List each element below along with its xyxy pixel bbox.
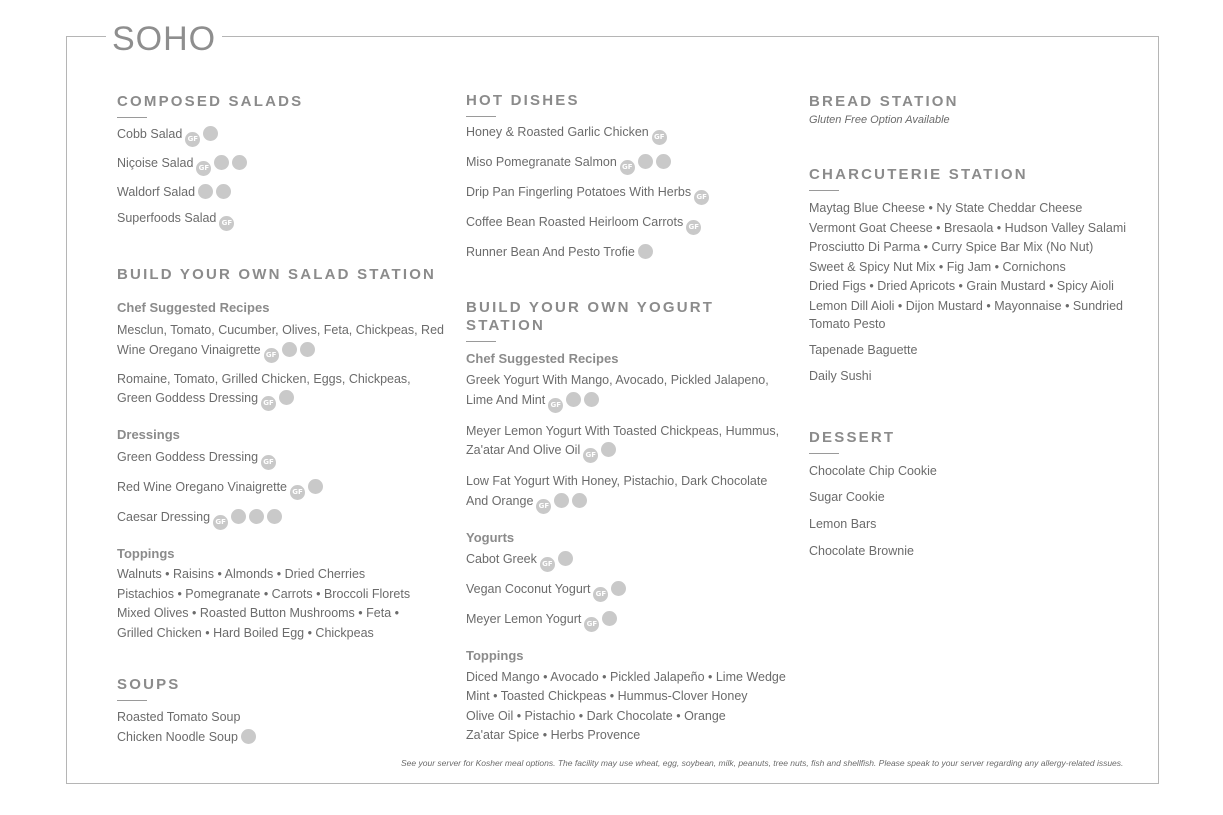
recipe-line: Za'atar And Olive Oil GF	[466, 441, 796, 463]
gluten-free-icon: GF	[686, 220, 701, 235]
dairy-icon	[602, 611, 617, 626]
gluten-free-icon: GF	[185, 132, 200, 147]
gluten-free-icon: GF	[583, 448, 598, 463]
toppings-line: Mint • Toasted Chickpeas • Hummus-Clover Honey	[466, 689, 748, 703]
menu-item: Cobb Salad GF	[117, 125, 447, 147]
allergen-badges	[649, 125, 667, 139]
menu-item: Caesar Dressing GF	[117, 508, 447, 530]
menu-item: Runner Bean And Pesto Trofie	[466, 243, 796, 262]
sub-heading: Yogurts	[466, 529, 515, 545]
recipe-line: Romaine, Tomato, Grilled Chicken, Eggs, Chickpeas,	[117, 371, 411, 386]
allergen-badges	[261, 343, 315, 357]
toppings-line: Walnuts • Raisins • Almonds • Dried Cherries	[117, 567, 366, 581]
vegan-icon	[638, 244, 653, 259]
charcuterie-line: Dried Figs • Dried Apricots • Grain Mustard • Spicy Aioli	[809, 279, 1114, 293]
gluten-free-icon: GF	[694, 190, 709, 205]
gluten-free-icon: GF	[196, 161, 211, 176]
menu-item: Roasted Tomato Soup	[117, 710, 241, 724]
byo-salad-section	[117, 266, 447, 643]
menu-item: Green Goddess Dressing GF	[117, 448, 447, 470]
menu-item: Meyer Lemon Yogurt GF	[466, 610, 796, 632]
allergen-badges	[590, 582, 626, 596]
sub-heading: Chef Suggested Recipes	[117, 300, 270, 315]
charcuterie-line: Prosciutto Di Parma • Curry Spice Bar Mix (No Nut)	[809, 240, 1094, 254]
allergen-badges	[691, 185, 709, 199]
charcuterie-line: Vermont Goat Cheese • Bresaola • Hudson Valley Salami	[809, 220, 1127, 235]
menu-item: Superfoods Salad GF	[117, 209, 447, 231]
fish-icon	[232, 155, 247, 170]
section-title: SOUPS	[117, 676, 181, 693]
toppings-line: Pistachios • Pomegranate • Carrots • Broccoli Florets	[117, 586, 411, 601]
dairy-icon	[214, 155, 229, 170]
menu-item: Niçoise Salad GF	[117, 154, 447, 176]
dairy-icon	[601, 442, 616, 457]
allergen-badges	[635, 245, 653, 259]
menu-item: Tapenade Baguette	[809, 343, 918, 357]
menu-item: Drip Pan Fingerling Potatoes With Herbs GF	[466, 183, 796, 205]
gluten-free-icon: GF	[290, 485, 305, 500]
menu-item: Chicken Noodle Soup	[117, 728, 447, 747]
toppings-line: Mixed Olives • Roasted Button Mushrooms • Feta •	[117, 606, 399, 620]
gluten-free-icon: GF	[261, 455, 276, 470]
allergen-badges	[193, 156, 247, 170]
vegan-icon	[611, 581, 626, 596]
brand-title: SOHO	[106, 20, 222, 58]
dessert-section	[809, 429, 1139, 561]
gluten-free-icon: GF	[548, 398, 563, 413]
allergen-badges	[210, 510, 282, 524]
composed-salads-section	[117, 93, 447, 231]
allergen-badges	[287, 480, 323, 494]
allergy-footer: See your server for Kosher meal options. The facility may use wheat, egg, soybean, milk, peanuts, tree nuts, fish and shellfish. Please speak to your server regarding any allergy-related issues.	[401, 758, 1124, 768]
gluten-free-icon: GF	[540, 557, 555, 572]
gluten-free-icon: GF	[652, 130, 667, 145]
recipe-line: And Orange GF	[466, 492, 796, 514]
section-title: BUILD YOUR OWN YOGURT STATION	[466, 299, 715, 334]
vegetarian-icon	[203, 126, 218, 141]
allergen-badges	[216, 211, 234, 225]
toppings-line: Olive Oil • Pistachio • Dark Chocolate • Orange	[466, 708, 726, 723]
menu-item: Honey & Roasted Garlic Chicken GF	[466, 123, 796, 145]
dairy-icon	[566, 392, 581, 407]
vegetarian-icon	[198, 184, 213, 199]
section-rule	[117, 117, 147, 118]
sub-heading: Toppings	[117, 546, 175, 561]
gluten-free-note: Gluten Free Option Available	[809, 114, 950, 126]
menu-item: Miso Pomegranate Salmon GF	[466, 153, 796, 175]
charcuterie-line: Maytag Blue Cheese • Ny State Cheddar Cheese	[809, 201, 1083, 215]
gluten-free-icon: GF	[620, 160, 635, 175]
bread-section	[809, 93, 1139, 126]
section-title: HOT DISHES	[466, 92, 580, 109]
allergen-badges	[258, 450, 276, 464]
soups-section	[117, 676, 447, 747]
gluten-free-icon: GF	[593, 587, 608, 602]
gluten-free-icon: GF	[584, 617, 599, 632]
gluten-free-icon: GF	[213, 515, 228, 530]
sub-heading: Chef Suggested Recipes	[466, 351, 619, 366]
toppings-line: Za'atar Spice • Herbs Provence	[466, 728, 641, 742]
vegetarian-icon	[584, 392, 599, 407]
allergen-badges	[537, 552, 573, 566]
allergen-badges	[683, 215, 701, 229]
section-title: COMPOSED SALADS	[117, 93, 304, 110]
allergen-badges	[182, 127, 218, 141]
recipe-line: Greek Yogurt With Mango, Avocado, Pickled Jalapeno,	[466, 373, 769, 387]
menu-item: Cabot Greek GF	[466, 550, 796, 572]
toppings-line: Grilled Chicken • Hard Boiled Egg • Chickpeas	[117, 625, 374, 640]
hot-dishes-section	[466, 92, 796, 262]
allergen-badges	[581, 612, 617, 626]
charcuterie-line: Lemon Dill Aioli • Dijon Mustard • Mayonnaise • Sundried	[809, 298, 1123, 313]
allergen-badges	[258, 391, 294, 405]
fish-icon	[267, 509, 282, 524]
menu-item: Chocolate Brownie	[809, 544, 914, 558]
allergen-badges	[545, 393, 599, 407]
charcuterie-section	[809, 166, 1139, 386]
dairy-icon	[554, 493, 569, 508]
recipe-line: Meyer Lemon Yogurt With Toasted Chickpeas, Hummus,	[466, 423, 780, 438]
sub-heading: Toppings	[466, 647, 524, 663]
nut-icon	[638, 154, 653, 169]
recipe-line: Wine Oregano Vinaigrette GF	[117, 341, 447, 363]
gluten-free-icon: GF	[219, 216, 234, 231]
section-title: BUILD YOUR OWN SALAD STATION	[117, 266, 437, 283]
section-rule	[117, 700, 147, 701]
toppings-line: Diced Mango • Avocado • Pickled Jalapeño • Lime Wedge	[466, 669, 786, 684]
menu-item: Daily Sushi	[809, 369, 872, 383]
gluten-free-icon: GF	[261, 396, 276, 411]
egg-icon	[231, 509, 246, 524]
section-rule	[809, 190, 839, 191]
allergen-badges	[195, 185, 231, 199]
sub-heading: Dressings	[117, 427, 180, 442]
gluten-free-icon: GF	[264, 348, 279, 363]
menu-item: Sugar Cookie	[809, 490, 885, 504]
fish-icon	[656, 154, 671, 169]
menu-item: Red Wine Oregano Vinaigrette GF	[117, 478, 447, 500]
menu-item: Waldorf Salad	[117, 183, 447, 202]
section-rule	[809, 453, 839, 454]
menu-item: Chocolate Chip Cookie	[809, 464, 937, 478]
vegetarian-icon	[300, 342, 315, 357]
dairy-icon	[282, 342, 297, 357]
charcuterie-line: Tomato Pesto	[809, 317, 886, 331]
nut-icon	[216, 184, 231, 199]
recipe-line: Low Fat Yogurt With Honey, Pistachio, Dark Chocolate	[466, 474, 768, 488]
section-title: BREAD STATION	[809, 93, 959, 110]
allergen-badges	[533, 494, 587, 508]
allergen-badges	[617, 155, 671, 169]
vegetarian-icon	[279, 390, 294, 405]
gluten-free-icon: GF	[536, 499, 551, 514]
section-title: CHARCUTERIE STATION	[809, 166, 1028, 183]
byo-yogurt-section	[466, 299, 796, 746]
vegan-icon	[572, 493, 587, 508]
menu-item: Vegan Coconut Yogurt GF	[466, 580, 796, 602]
vegetarian-icon	[308, 479, 323, 494]
dairy-icon	[558, 551, 573, 566]
allergen-badges	[580, 443, 616, 457]
menu-item: Lemon Bars	[809, 517, 877, 531]
recipe-line: Lime And Mint GF	[466, 391, 796, 413]
section-rule	[466, 116, 496, 117]
dairy-icon	[249, 509, 264, 524]
allergen-badges	[238, 730, 256, 744]
section-title: DESSERT	[809, 429, 896, 446]
wheat-icon	[241, 729, 256, 744]
charcuterie-line: Sweet & Spicy Nut Mix • Fig Jam • Cornichons	[809, 259, 1066, 274]
recipe-line: Mesclun, Tomato, Cucumber, Olives, Feta, Chickpeas, Red	[117, 323, 444, 337]
menu-item: Coffee Bean Roasted Heirloom Carrots GF	[466, 213, 796, 235]
section-rule	[466, 341, 496, 342]
recipe-line: Green Goddess Dressing GF	[117, 389, 447, 411]
